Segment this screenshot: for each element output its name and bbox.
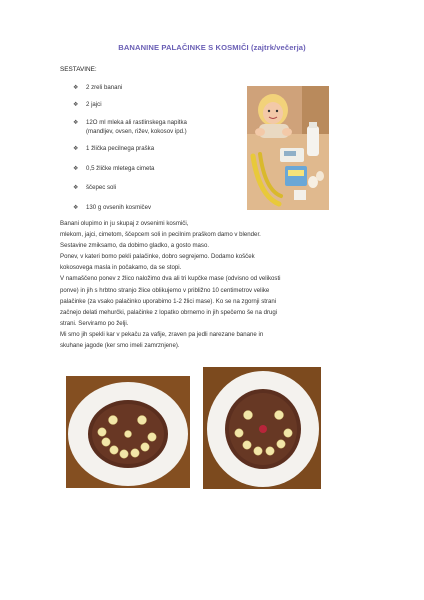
instruction-line: Sestavine zmiksamo, da dobimo gladko, a gosto maso. xyxy=(60,242,210,250)
ingredient-text: ščepec soli xyxy=(86,184,117,191)
diamond-bullet-icon: ❖ xyxy=(73,120,79,126)
ingredient-text: 130 g ovsenih kosmičev xyxy=(86,204,152,211)
ingredient-text: 1 žlička pecilnega praška xyxy=(86,145,155,152)
document-title: BANANINE PALAČINKE S KOSMIČI (zajtrk/večerja) xyxy=(118,43,306,52)
recipe-instructions xyxy=(60,218,386,351)
ingredient-text: 2 jajci xyxy=(86,101,102,108)
ingredient-text: 2 zreli banani xyxy=(86,84,123,91)
instruction-line: mlekom, jajci, cimetom, ščepcem soli in pecilnim praškom damo v blender. xyxy=(60,231,261,239)
instruction-line: strani. Serviramo po želji. xyxy=(60,319,129,327)
ingredient-text: 0,5 žličke mletega cimeta xyxy=(86,165,155,172)
ingredients-photo xyxy=(247,86,329,210)
diamond-bullet-icon: ❖ xyxy=(73,205,79,211)
instruction-line: ponve) in jih s hrbtno stranjo žlice oblikujemo v približno 10 centimetrov velike xyxy=(60,286,270,294)
pancake-photo-1 xyxy=(66,376,190,488)
instruction-line: kokosovega masla in počakamo, da se stopi. xyxy=(60,264,182,272)
instruction-line: Ponev, v kateri bomo pekli palačinke, dobro segrejemo. Dodamo košček xyxy=(60,253,255,261)
diamond-bullet-icon: ❖ xyxy=(73,146,79,152)
instruction-line: začnejo delati mehurčki, palačinke z lopatko obrnemo in jih spečemo še na drugi xyxy=(60,308,278,316)
diamond-bullet-icon: ❖ xyxy=(73,185,79,191)
diamond-bullet-icon: ❖ xyxy=(73,102,79,108)
diamond-bullet-icon: ❖ xyxy=(73,166,79,172)
instruction-line: skuhane jagode (ker smo imeli zamrznjene). xyxy=(60,342,180,350)
instruction-line: Mi smo jih spekli kar v pekaču za vafije, zraven pa jedli narezane banane in xyxy=(60,330,264,338)
pancake-photo-2 xyxy=(203,367,321,489)
ingredients-heading: SESTAVINE: xyxy=(60,66,97,73)
ingredient-text: 12O ml mleka ali rastlinskega napitka (mandljev, ovsen, rižev, kokosov ipd.) xyxy=(86,119,187,135)
diamond-bullet-icon: ❖ xyxy=(73,85,79,91)
instruction-line: V namaščeno ponev z žlico naložimo dva ali tri kupčke mase (odvisno od velikosti xyxy=(60,275,281,283)
instruction-line: palačinke (za vsako palačinko uporabimo 1-2 žlici mase). Ko se na zgornji strani xyxy=(60,297,277,305)
instruction-line: Banani olupimo in ju skupaj z ovsenimi kosmiči, xyxy=(60,220,189,227)
